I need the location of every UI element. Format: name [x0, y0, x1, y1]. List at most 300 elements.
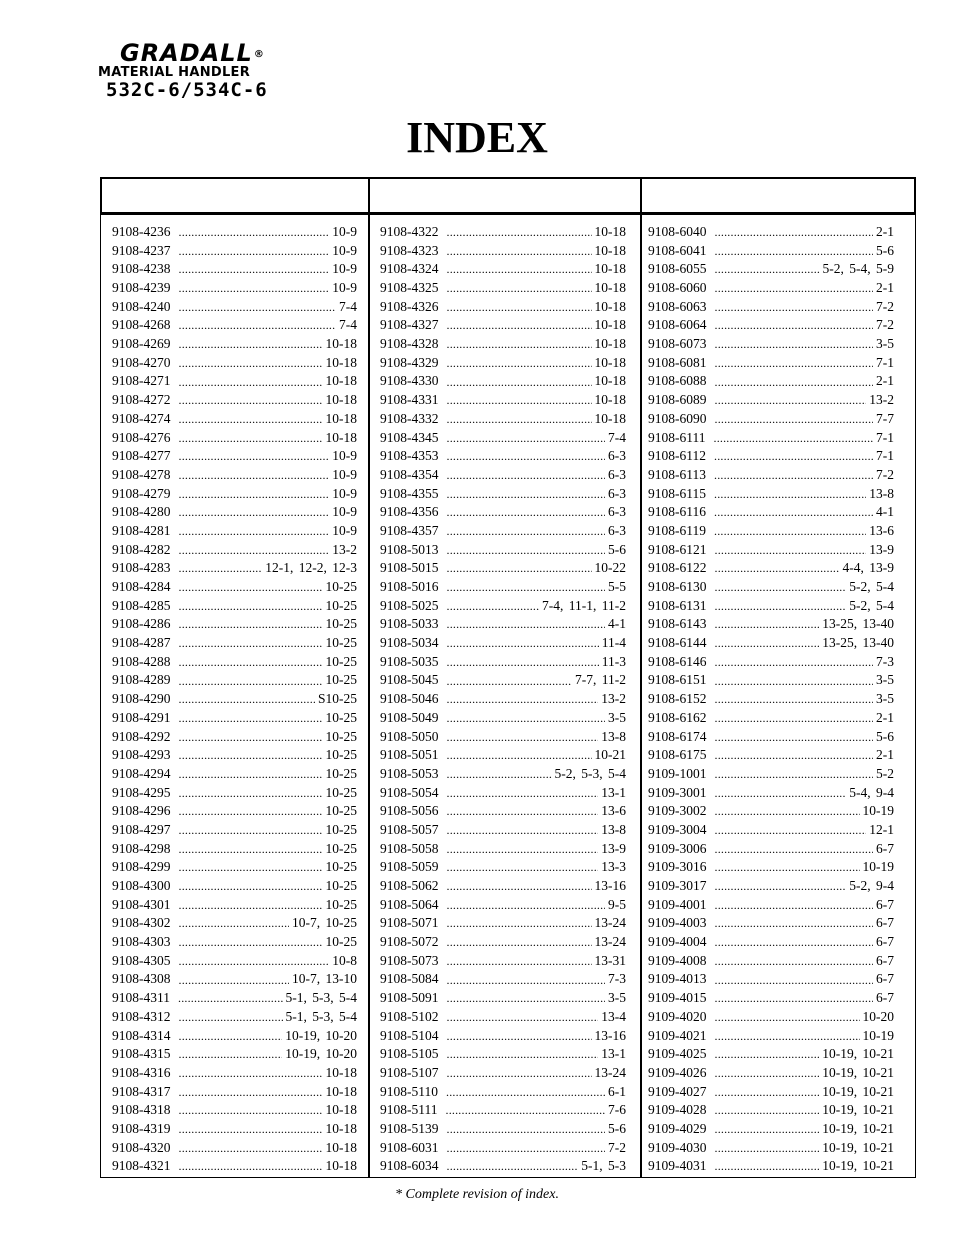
dot-leader — [715, 1139, 820, 1158]
page-reference: 13-8 — [601, 821, 626, 837]
index-entry — [112, 354, 357, 373]
page-reference: 10-25 — [325, 784, 357, 800]
part-number: 9108-4296 — [112, 803, 171, 819]
part-number: 9108-5025 — [380, 597, 439, 613]
page-reference: 6-3 — [608, 485, 626, 501]
index-entry — [112, 578, 357, 597]
page-reference: 10-25 — [325, 840, 357, 856]
dot-leader — [715, 615, 820, 634]
dot-leader — [715, 858, 860, 877]
index-entry — [112, 1139, 357, 1158]
part-number: 9108-5013 — [380, 541, 439, 557]
dot-leader — [447, 279, 592, 298]
index-entry — [380, 316, 626, 335]
part-number: 9108-4284 — [112, 579, 171, 595]
index-entry — [380, 914, 626, 933]
page-reference: 10-8 — [332, 952, 357, 968]
page-reference: 10-25 — [325, 878, 357, 894]
gradall-logo — [98, 40, 268, 100]
index-entry — [648, 1101, 894, 1120]
page-reference: 10-9 — [332, 504, 357, 520]
part-number: 9108-4330 — [380, 373, 439, 389]
part-number: 9108-4294 — [112, 765, 171, 781]
dot-leader — [447, 765, 552, 784]
dot-leader — [715, 391, 867, 410]
index-entry — [112, 653, 357, 672]
part-number: 9108-4345 — [380, 429, 439, 445]
page-reference: 10-19, 10-21 — [822, 1120, 894, 1136]
index-entry — [380, 653, 626, 672]
page-reference: 6-1 — [608, 1083, 626, 1099]
part-number: 9108-4308 — [112, 971, 171, 987]
index-entry — [648, 447, 894, 466]
index-entry — [112, 1045, 357, 1064]
index-entry — [648, 746, 894, 765]
page-reference: 10-18 — [325, 1139, 357, 1155]
page-reference: 10-18 — [594, 354, 626, 370]
dot-leader — [179, 578, 323, 597]
part-number: 9108-5016 — [380, 579, 439, 595]
part-number: 9108-5059 — [380, 859, 439, 875]
page-reference: 10-9 — [332, 466, 357, 482]
index-entry — [380, 1157, 626, 1176]
index-entry — [112, 242, 357, 261]
index-entry — [380, 279, 626, 298]
index-entry — [648, 877, 894, 896]
index-entry — [112, 1027, 357, 1046]
part-number: 9108-4237 — [112, 242, 171, 258]
dot-leader — [447, 298, 592, 317]
dot-leader — [179, 615, 323, 634]
page-reference: 7-4, 11-1, 11-2 — [542, 597, 626, 613]
brand-subtitle: MATERIAL HANDLER — [98, 65, 251, 80]
dot-leader — [178, 989, 283, 1008]
index-entry — [112, 1101, 357, 1120]
dot-leader — [447, 672, 573, 691]
part-number: 9109-3006 — [648, 840, 707, 856]
index-entry — [648, 429, 894, 448]
dot-leader — [715, 802, 860, 821]
dot-leader — [714, 429, 874, 448]
page-reference: 10-25 — [325, 728, 357, 744]
index-entry — [112, 877, 357, 896]
index-entry — [380, 391, 626, 410]
part-number: 9108-5104 — [380, 1027, 439, 1043]
dot-leader — [715, 746, 874, 765]
index-entry — [112, 223, 357, 242]
page-reference: 10-25 — [325, 597, 357, 613]
page-reference: 10-25 — [325, 579, 357, 595]
page-reference: 10-25 — [325, 859, 357, 875]
dot-leader — [447, 466, 606, 485]
dot-leader — [447, 858, 599, 877]
page-reference: 6-7 — [876, 896, 894, 912]
dot-leader — [714, 522, 866, 541]
index-entry — [380, 354, 626, 373]
page-reference: 10-9 — [332, 223, 357, 239]
dot-leader — [447, 410, 592, 429]
part-number: 9108-4299 — [112, 859, 171, 875]
index-entry — [648, 354, 894, 373]
dot-leader — [179, 279, 330, 298]
part-number: 9109-3001 — [648, 784, 707, 800]
dot-leader — [447, 784, 599, 803]
page-reference: 5-2, 5-4 — [849, 579, 894, 595]
dot-leader — [447, 373, 592, 392]
part-number: 9109-3002 — [648, 803, 707, 819]
dot-leader — [179, 1157, 323, 1176]
index-entry — [380, 840, 626, 859]
part-number: 9108-5107 — [380, 1064, 439, 1080]
index-entry — [648, 242, 894, 261]
part-number: 9109-4004 — [648, 934, 707, 950]
page-reference: 10-19, 10-21 — [822, 1064, 894, 1080]
dot-leader — [179, 840, 323, 859]
page-reference: 7-2 — [876, 466, 894, 482]
page-reference: 10-25 — [325, 747, 357, 763]
index-entry — [112, 821, 357, 840]
index-entry — [648, 971, 894, 990]
page-reference: 13-24 — [594, 915, 626, 931]
dot-leader — [179, 541, 330, 560]
part-number: 9108-4236 — [112, 223, 171, 239]
part-number: 9108-4318 — [112, 1102, 171, 1118]
column-divider-2 — [640, 177, 642, 1178]
page-reference: 10-18 — [325, 1120, 357, 1136]
page-reference: 5-2, 5-4 — [849, 597, 894, 613]
part-number: 9108-4300 — [112, 878, 171, 894]
dot-leader — [179, 765, 323, 784]
index-entry — [380, 1139, 626, 1158]
dot-leader — [179, 485, 330, 504]
index-entry — [648, 952, 894, 971]
index-entry — [380, 597, 626, 616]
dot-leader — [715, 933, 874, 952]
page-reference: 10-25 — [325, 653, 357, 669]
part-number: 9108-4270 — [112, 354, 171, 370]
page-reference: 4-4, 13-9 — [842, 560, 894, 576]
registered-mark: ® — [253, 49, 265, 60]
dot-leader — [447, 840, 599, 859]
index-entry — [648, 578, 894, 597]
part-number: 9108-4315 — [112, 1046, 171, 1062]
part-number: 9108-4303 — [112, 934, 171, 950]
index-entry — [112, 746, 357, 765]
index-entry — [380, 784, 626, 803]
dot-leader — [447, 971, 606, 990]
part-number: 9108-6151 — [648, 672, 707, 688]
index-entry — [112, 840, 357, 859]
model-number: 532C-6/534C-6 — [106, 79, 268, 101]
dot-leader — [447, 485, 606, 504]
part-number: 9108-4287 — [112, 635, 171, 651]
index-entry — [380, 690, 626, 709]
dot-leader — [447, 728, 599, 747]
part-number: 9108-6144 — [648, 635, 707, 651]
page-reference: 5-5 — [608, 579, 626, 595]
page-reference: 10-9 — [332, 261, 357, 277]
part-number: 9108-5064 — [380, 896, 439, 912]
dot-leader — [715, 597, 847, 616]
page-reference: 10-19, 10-20 — [285, 1027, 357, 1043]
index-entry — [380, 1045, 626, 1064]
page-reference: 7-7 — [876, 410, 894, 426]
brand-name: GRADALL® — [120, 39, 265, 67]
page-reference: 10-18 — [325, 336, 357, 352]
dot-leader — [447, 522, 606, 541]
page-reference: 10-25 — [325, 803, 357, 819]
index-entry — [648, 933, 894, 952]
dot-leader — [179, 373, 323, 392]
part-number: 9108-4268 — [112, 317, 171, 333]
page-reference: 10-18 — [325, 1102, 357, 1118]
index-entry — [648, 279, 894, 298]
page-reference: 13-16 — [594, 1027, 626, 1043]
page-reference: 12-1, 12-2, 12-3 — [265, 560, 357, 576]
part-number: 9109-3016 — [648, 859, 707, 875]
part-number: 9108-5091 — [380, 990, 439, 1006]
dot-leader — [179, 802, 323, 821]
dot-leader — [715, 989, 874, 1008]
index-table — [100, 177, 916, 1178]
dot-leader — [179, 522, 330, 541]
dot-leader — [179, 410, 323, 429]
part-number: 9108-4357 — [380, 522, 439, 538]
page-reference: 10-18 — [325, 1064, 357, 1080]
index-entry — [380, 746, 626, 765]
part-number: 9108-6041 — [648, 242, 707, 258]
index-entry — [112, 802, 357, 821]
index-entry — [112, 541, 357, 560]
part-number: 9109-4028 — [648, 1102, 707, 1118]
dot-leader — [447, 559, 592, 578]
part-number: 9109-4025 — [648, 1046, 707, 1062]
index-entry — [112, 896, 357, 915]
part-number: 9109-3004 — [648, 821, 707, 837]
page-reference: 7-4 — [339, 298, 357, 314]
part-number: 9108-4295 — [112, 784, 171, 800]
index-entry — [648, 1083, 894, 1102]
page-reference: 4-1 — [608, 616, 626, 632]
index-entry — [648, 335, 894, 354]
index-entry — [380, 1008, 626, 1027]
dot-leader — [179, 1045, 283, 1064]
part-number: 9108-5054 — [380, 784, 439, 800]
dot-leader — [447, 1157, 579, 1176]
page-reference: 13-1 — [601, 1046, 626, 1062]
dot-leader — [447, 634, 599, 653]
page-reference: 7-1 — [876, 448, 894, 464]
part-number: 9109-4008 — [648, 952, 707, 968]
part-number: 9108-5053 — [380, 765, 439, 781]
index-entry — [648, 784, 894, 803]
dot-leader — [179, 1120, 323, 1139]
index-entry — [112, 391, 357, 410]
page-reference: 6-7 — [876, 952, 894, 968]
dot-leader — [179, 466, 330, 485]
part-number: 9109-4020 — [648, 1008, 707, 1024]
page-reference: 13-24 — [594, 934, 626, 950]
index-entry — [648, 1008, 894, 1027]
dot-leader — [179, 858, 323, 877]
page-reference: 5-6 — [608, 541, 626, 557]
dot-leader — [447, 914, 592, 933]
index-entry — [648, 410, 894, 429]
dot-leader — [447, 989, 606, 1008]
index-entry — [380, 485, 626, 504]
index-entry — [112, 765, 357, 784]
page-reference: 10-18 — [594, 336, 626, 352]
page-reference: 11-3 — [601, 653, 626, 669]
page-reference: 10-18 — [325, 410, 357, 426]
page-reference: 7-3 — [608, 971, 626, 987]
index-entry — [380, 634, 626, 653]
index-entry — [648, 260, 894, 279]
dot-leader — [179, 709, 323, 728]
index-entry — [648, 1045, 894, 1064]
page-reference: 13-2 — [869, 392, 894, 408]
index-entry — [380, 298, 626, 317]
index-entry — [648, 522, 894, 541]
page-reference: 5-2 — [876, 765, 894, 781]
index-entry — [648, 802, 894, 821]
index-entry — [380, 578, 626, 597]
index-entry — [112, 728, 357, 747]
dot-leader — [715, 335, 874, 354]
page-reference: 4-1 — [876, 504, 894, 520]
part-number: 9108-5111 — [380, 1102, 438, 1118]
part-number: 9109-4001 — [648, 896, 707, 912]
part-number: 9108-6111 — [648, 429, 706, 445]
page-reference: 7-7, 11-2 — [575, 672, 626, 688]
dot-leader — [179, 653, 323, 672]
page-reference: 5-6 — [876, 242, 894, 258]
dot-leader — [715, 709, 874, 728]
dot-leader — [179, 1027, 283, 1046]
page-reference: 2-1 — [876, 747, 894, 763]
part-number: 9108-4314 — [112, 1027, 171, 1043]
page-reference: 10-19, 10-21 — [822, 1139, 894, 1155]
index-entry — [112, 933, 357, 952]
index-entry — [380, 466, 626, 485]
part-number: 9108-6119 — [648, 522, 706, 538]
index-entry — [380, 765, 626, 784]
index-entry — [112, 914, 357, 933]
dot-leader — [179, 784, 323, 803]
dot-leader — [447, 877, 592, 896]
page-reference: 10-18 — [594, 392, 626, 408]
dot-leader — [447, 952, 592, 971]
index-entry — [648, 1064, 894, 1083]
dot-leader — [715, 260, 820, 279]
dot-leader — [179, 260, 330, 279]
dot-leader — [179, 503, 330, 522]
index-entry — [112, 634, 357, 653]
index-entry — [112, 672, 357, 691]
page-reference: 10-25 — [325, 635, 357, 651]
column-divider-1 — [368, 177, 370, 1178]
dot-leader — [179, 1064, 323, 1083]
page-reference: 7-4 — [339, 317, 357, 333]
index-entry — [648, 1027, 894, 1046]
part-number: 9108-6131 — [648, 597, 707, 613]
page-reference: 10-9 — [332, 522, 357, 538]
index-entry — [648, 653, 894, 672]
page-reference: 10-19, 10-21 — [822, 1158, 894, 1174]
index-column-3 — [648, 223, 894, 1176]
page-reference: 5-4, 9-4 — [849, 784, 894, 800]
dot-leader — [179, 821, 323, 840]
page-reference: 10-25 — [325, 934, 357, 950]
part-number: 9108-4311 — [112, 990, 170, 1006]
page-reference: 10-25 — [325, 821, 357, 837]
part-number: 9108-4286 — [112, 616, 171, 632]
page-reference: 13-9 — [869, 541, 894, 557]
dot-leader — [714, 447, 873, 466]
index-entry — [380, 709, 626, 728]
page-reference: 10-18 — [325, 1158, 357, 1174]
part-number: 9108-5046 — [380, 691, 439, 707]
index-entry — [648, 821, 894, 840]
part-number: 9108-5056 — [380, 803, 439, 819]
part-number: 9108-5058 — [380, 840, 439, 856]
part-number: 9108-4312 — [112, 1008, 171, 1024]
dot-leader — [715, 410, 874, 429]
dot-leader — [179, 728, 323, 747]
dot-leader — [715, 634, 820, 653]
dot-leader — [447, 746, 592, 765]
part-number: 9108-6113 — [648, 466, 706, 482]
part-number: 9108-5102 — [380, 1008, 439, 1024]
index-entry — [648, 896, 894, 915]
dot-leader — [715, 242, 874, 261]
dot-leader — [715, 373, 874, 392]
page-reference: 6-7 — [876, 840, 894, 856]
part-number: 9108-5015 — [380, 560, 439, 576]
part-number: 9108-4238 — [112, 261, 171, 277]
part-number: 9108-6115 — [648, 485, 706, 501]
dot-leader — [447, 933, 592, 952]
dot-leader — [447, 1027, 592, 1046]
index-entry — [380, 429, 626, 448]
part-number: 9108-4355 — [380, 485, 439, 501]
page-reference: 10-9 — [332, 242, 357, 258]
page-reference: 13-3 — [601, 859, 626, 875]
dot-leader — [715, 1064, 820, 1083]
part-number: 9108-6175 — [648, 747, 707, 763]
page-reference: 7-3 — [876, 653, 894, 669]
page-reference: 7-1 — [876, 354, 894, 370]
dot-leader — [179, 335, 323, 354]
dot-leader — [715, 840, 874, 859]
dot-leader — [715, 971, 874, 990]
dot-leader — [447, 503, 606, 522]
part-number: 9108-4292 — [112, 728, 171, 744]
part-number: 9108-4281 — [112, 522, 171, 538]
index-entry — [648, 373, 894, 392]
page-reference: 7-1 — [876, 429, 894, 445]
dot-leader — [447, 690, 599, 709]
page-reference: 10-25 — [325, 672, 357, 688]
dot-leader — [715, 316, 874, 335]
part-number: 9108-4328 — [380, 336, 439, 352]
dot-leader — [447, 354, 592, 373]
dot-leader — [715, 223, 874, 242]
page-reference: 10-18 — [594, 373, 626, 389]
index-entry — [380, 1027, 626, 1046]
dot-leader — [447, 653, 599, 672]
part-number: 9109-4021 — [648, 1027, 707, 1043]
